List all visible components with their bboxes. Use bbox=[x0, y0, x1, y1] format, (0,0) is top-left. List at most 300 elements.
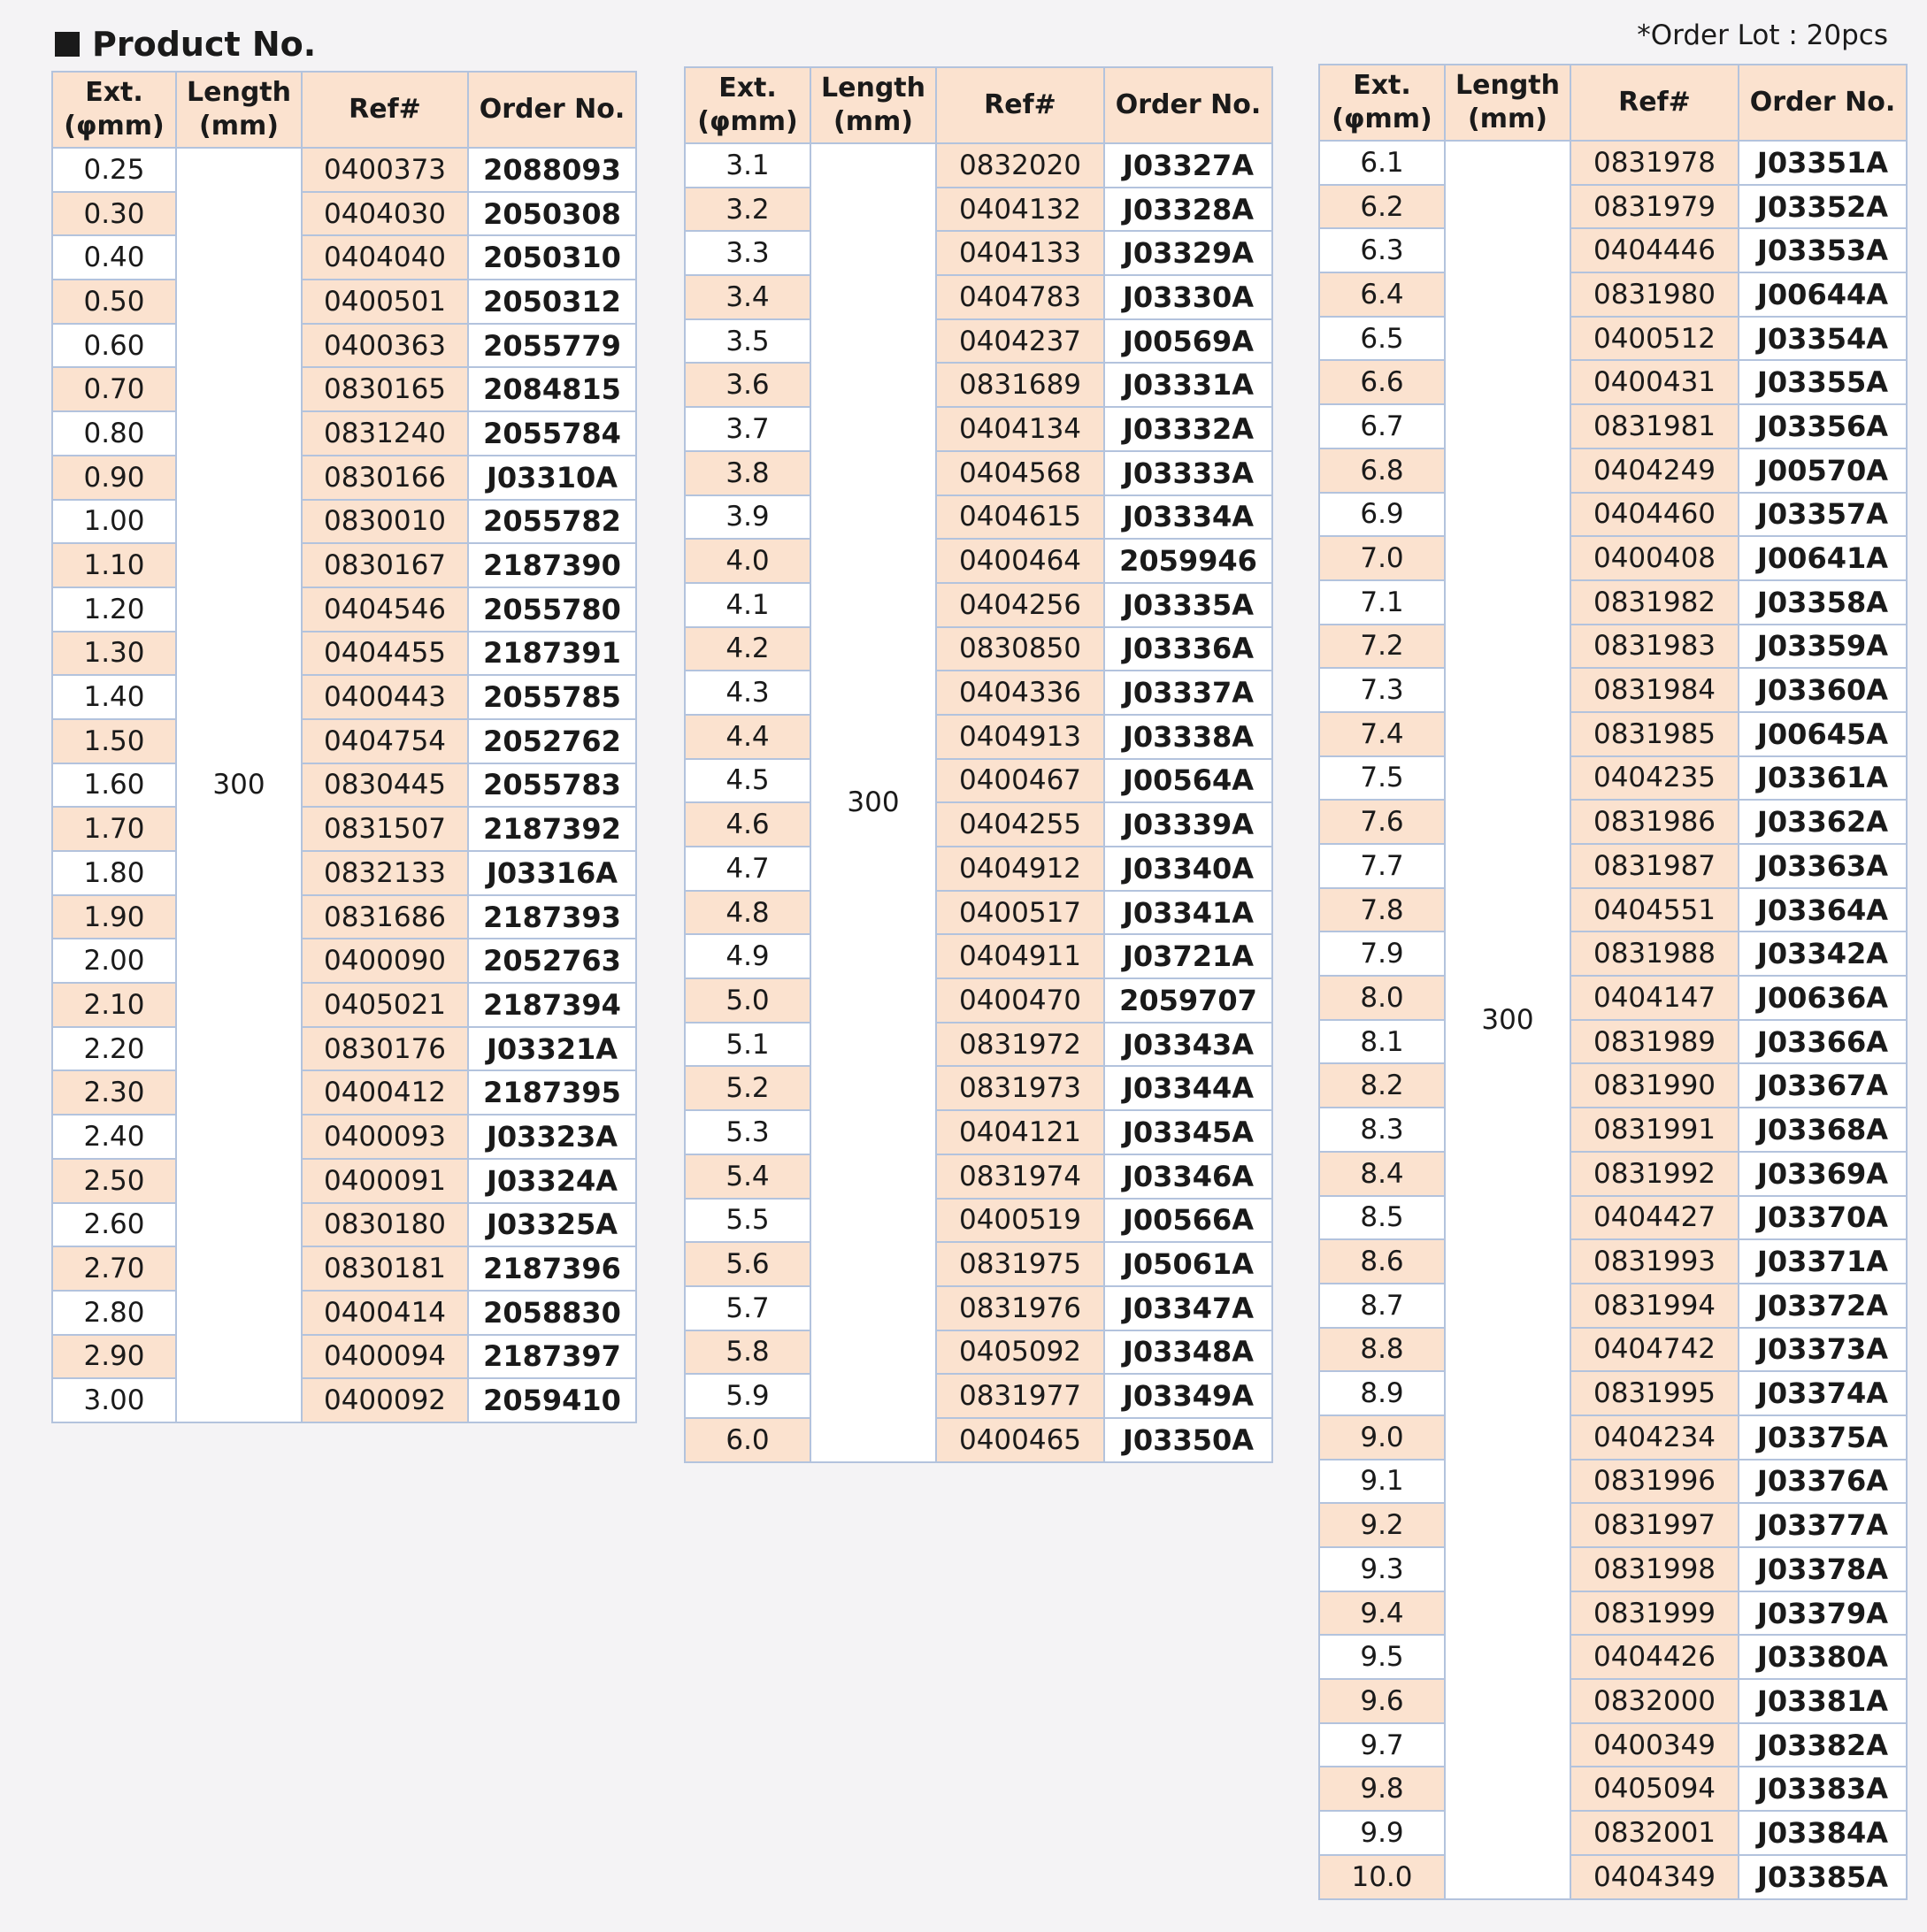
table-row bbox=[685, 363, 1272, 407]
table-row bbox=[52, 1335, 636, 1379]
ext-cell: 0.90 bbox=[52, 456, 176, 500]
ext-cell: 7.4 bbox=[1319, 712, 1445, 756]
ext-cell: 5.0 bbox=[685, 978, 810, 1023]
order-cell: 2050312 bbox=[468, 280, 636, 324]
table-row bbox=[1319, 668, 1907, 712]
ref-cell: 0404913 bbox=[936, 715, 1104, 759]
order-cell: J03336A bbox=[1104, 627, 1272, 671]
ext-cell: 6.1 bbox=[1319, 141, 1445, 185]
ref-cell: 0404132 bbox=[936, 188, 1104, 232]
table-row bbox=[1319, 536, 1907, 580]
ext-cell: 4.0 bbox=[685, 539, 810, 583]
order-cell: J03373A bbox=[1739, 1328, 1907, 1372]
ref-cell: 0831981 bbox=[1570, 404, 1739, 448]
ref-cell: 0831997 bbox=[1570, 1503, 1739, 1547]
ref-cell: 0831983 bbox=[1570, 625, 1739, 669]
ext-cell: 6.2 bbox=[1319, 185, 1445, 229]
order-cell: 2187395 bbox=[468, 1070, 636, 1115]
table-row bbox=[1319, 580, 1907, 625]
order-cell: 2050308 bbox=[468, 192, 636, 236]
ref-cell: 0400093 bbox=[302, 1115, 468, 1159]
order-cell: J03383A bbox=[1739, 1767, 1907, 1811]
table-row bbox=[52, 324, 636, 368]
table-row bbox=[1319, 976, 1907, 1020]
ref-cell: 0830180 bbox=[302, 1203, 468, 1247]
ext-cell: 7.0 bbox=[1319, 536, 1445, 580]
ref-cell: 0404040 bbox=[302, 235, 468, 280]
table-row bbox=[685, 539, 1272, 583]
order-cell: J03357A bbox=[1739, 493, 1907, 537]
ref-cell: 0400443 bbox=[302, 675, 468, 719]
ext-cell: 8.8 bbox=[1319, 1328, 1445, 1372]
ref-cell: 0830181 bbox=[302, 1246, 468, 1291]
table-row bbox=[1319, 800, 1907, 844]
ext-cell: 2.80 bbox=[52, 1291, 176, 1335]
ref-cell: 0831988 bbox=[1570, 932, 1739, 976]
ext-cell: 6.6 bbox=[1319, 360, 1445, 404]
table-row bbox=[1319, 1152, 1907, 1196]
ext-cell: 9.3 bbox=[1319, 1547, 1445, 1591]
order-cell: J03351A bbox=[1739, 141, 1907, 185]
ext-cell: 9.6 bbox=[1319, 1679, 1445, 1723]
table-row bbox=[52, 1115, 636, 1159]
table-row bbox=[1319, 625, 1907, 669]
ref-cell: 0400501 bbox=[302, 280, 468, 324]
ext-cell: 8.4 bbox=[1319, 1152, 1445, 1196]
ext-cell: 10.0 bbox=[1319, 1855, 1445, 1899]
table-row bbox=[685, 407, 1272, 451]
ext-cell: 2.50 bbox=[52, 1159, 176, 1203]
ref-cell: 0831976 bbox=[936, 1286, 1104, 1330]
ref-cell: 0830176 bbox=[302, 1027, 468, 1071]
order-cell: J03358A bbox=[1739, 580, 1907, 625]
ext-cell: 9.7 bbox=[1319, 1723, 1445, 1767]
order-cell: J03352A bbox=[1739, 185, 1907, 229]
order-cell: J03380A bbox=[1739, 1635, 1907, 1679]
ref-cell: 0830166 bbox=[302, 456, 468, 500]
table-row bbox=[685, 1110, 1272, 1154]
order-cell: 2055782 bbox=[468, 500, 636, 544]
ref-cell: 0830850 bbox=[936, 627, 1104, 671]
ext-cell: 2.30 bbox=[52, 1070, 176, 1115]
ref-cell: 0404030 bbox=[302, 192, 468, 236]
ref-cell: 0400363 bbox=[302, 324, 468, 368]
product-table-3 bbox=[1318, 64, 1908, 1900]
ref-cell: 0831686 bbox=[302, 895, 468, 939]
ext-cell: 5.6 bbox=[685, 1242, 810, 1286]
order-cell: J03366A bbox=[1739, 1020, 1907, 1064]
ext-cell: 0.30 bbox=[52, 192, 176, 236]
table-row bbox=[685, 319, 1272, 364]
ref-cell: 0830445 bbox=[302, 763, 468, 808]
ref-cell: 0831980 bbox=[1570, 272, 1739, 317]
table-row bbox=[52, 632, 636, 676]
table-row bbox=[1319, 185, 1907, 229]
table-row bbox=[685, 583, 1272, 627]
order-cell: J03384A bbox=[1739, 1811, 1907, 1855]
ext-cell: 5.2 bbox=[685, 1066, 810, 1110]
order-cell: J03347A bbox=[1104, 1286, 1272, 1330]
order-cell: J03370A bbox=[1739, 1196, 1907, 1240]
order-cell: J03363A bbox=[1739, 844, 1907, 888]
table-row bbox=[52, 763, 636, 808]
ref-cell: 0831999 bbox=[1570, 1591, 1739, 1636]
table-row bbox=[52, 851, 636, 895]
table-row bbox=[1319, 1196, 1907, 1240]
header-row bbox=[52, 72, 636, 148]
ref-cell: 0404237 bbox=[936, 319, 1104, 364]
order-cell: J03374A bbox=[1739, 1371, 1907, 1415]
ext-cell: 4.7 bbox=[685, 847, 810, 891]
order-cell: J00570A bbox=[1739, 448, 1907, 493]
table-row bbox=[1319, 448, 1907, 493]
ref-cell: 0404426 bbox=[1570, 1635, 1739, 1679]
ref-cell: 0405092 bbox=[936, 1330, 1104, 1375]
ref-cell: 0400517 bbox=[936, 891, 1104, 935]
ref-cell: 0831974 bbox=[936, 1154, 1104, 1199]
table-row bbox=[685, 1374, 1272, 1418]
table-row bbox=[685, 671, 1272, 715]
order-cell: J03328A bbox=[1104, 188, 1272, 232]
order-cell: J03327A bbox=[1104, 143, 1272, 188]
ext-cell: 8.5 bbox=[1319, 1196, 1445, 1240]
ref-cell: 0400094 bbox=[302, 1335, 468, 1379]
table-row bbox=[685, 1154, 1272, 1199]
ext-cell: 4.9 bbox=[685, 934, 810, 978]
ext-cell: 2.10 bbox=[52, 983, 176, 1027]
ext-cell: 1.60 bbox=[52, 763, 176, 808]
order-cell: J03341A bbox=[1104, 891, 1272, 935]
page-title bbox=[55, 25, 316, 64]
ext-cell: 8.0 bbox=[1319, 976, 1445, 1020]
table-row bbox=[52, 895, 636, 939]
table-row bbox=[52, 587, 636, 632]
ref-cell: 0404568 bbox=[936, 451, 1104, 495]
ext-cell: 7.8 bbox=[1319, 888, 1445, 932]
ext-cell: 3.1 bbox=[685, 143, 810, 188]
table-row bbox=[52, 500, 636, 544]
order-cell: J03331A bbox=[1104, 363, 1272, 407]
order-cell: J03367A bbox=[1739, 1063, 1907, 1108]
order-cell: J03362A bbox=[1739, 800, 1907, 844]
order-cell: J00569A bbox=[1104, 319, 1272, 364]
table-row bbox=[1319, 1063, 1907, 1108]
ext-cell: 2.70 bbox=[52, 1246, 176, 1291]
ref-cell: 0404783 bbox=[936, 275, 1104, 319]
order-cell: J03344A bbox=[1104, 1066, 1272, 1110]
ext-cell: 4.1 bbox=[685, 583, 810, 627]
table-row bbox=[52, 192, 636, 236]
table-row bbox=[1319, 1328, 1907, 1372]
table-row bbox=[1319, 1635, 1907, 1679]
ext-cell: 4.4 bbox=[685, 715, 810, 759]
table-row bbox=[1319, 1371, 1907, 1415]
order-cell: 2187393 bbox=[468, 895, 636, 939]
ref-cell: 0404615 bbox=[936, 495, 1104, 540]
table-row bbox=[685, 1418, 1272, 1462]
ref-cell: 0404234 bbox=[1570, 1415, 1739, 1460]
length-header: Length (mm) bbox=[176, 72, 302, 148]
ext-cell: 6.9 bbox=[1319, 493, 1445, 537]
order-header: Order No. bbox=[468, 72, 636, 148]
ext-cell: 1.20 bbox=[52, 587, 176, 632]
order-cell: J03381A bbox=[1739, 1679, 1907, 1723]
ref-cell: 0404427 bbox=[1570, 1196, 1739, 1240]
order-cell: 2059707 bbox=[1104, 978, 1272, 1023]
order-cell: J03350A bbox=[1104, 1418, 1272, 1462]
table-row bbox=[52, 367, 636, 411]
table-row bbox=[52, 939, 636, 983]
length-header: Length (mm) bbox=[1445, 65, 1570, 141]
ext-cell: 9.2 bbox=[1319, 1503, 1445, 1547]
table-row bbox=[52, 807, 636, 851]
order-lot-note: *Order Lot : 20pcs bbox=[1637, 19, 1888, 51]
table-row bbox=[52, 1246, 636, 1291]
ref-cell: 0832020 bbox=[936, 143, 1104, 188]
product-table-2 bbox=[684, 66, 1273, 1463]
order-cell: J00645A bbox=[1739, 712, 1907, 756]
ref-cell: 0831985 bbox=[1570, 712, 1739, 756]
table-row bbox=[52, 235, 636, 280]
ref-cell: 0400470 bbox=[936, 978, 1104, 1023]
ref-cell: 0831975 bbox=[936, 1242, 1104, 1286]
ref-cell: 0404551 bbox=[1570, 888, 1739, 932]
ref-cell: 0832001 bbox=[1570, 1811, 1739, 1855]
table-row bbox=[1319, 493, 1907, 537]
order-cell: J03359A bbox=[1739, 625, 1907, 669]
ref-cell: 0404256 bbox=[936, 583, 1104, 627]
ref-header: Ref# bbox=[936, 67, 1104, 143]
table-row bbox=[685, 451, 1272, 495]
ext-cell: 7.6 bbox=[1319, 800, 1445, 844]
ref-cell: 0404133 bbox=[936, 231, 1104, 275]
ext-cell: 7.3 bbox=[1319, 668, 1445, 712]
table-row bbox=[1319, 1723, 1907, 1767]
ext-cell: 9.4 bbox=[1319, 1591, 1445, 1636]
ext-cell: 3.5 bbox=[685, 319, 810, 364]
ref-cell: 0405021 bbox=[302, 983, 468, 1027]
ext-cell: 8.1 bbox=[1319, 1020, 1445, 1064]
table-row bbox=[52, 1070, 636, 1115]
order-cell: J05061A bbox=[1104, 1242, 1272, 1286]
ref-cell: 0831972 bbox=[936, 1023, 1104, 1067]
ref-cell: 0400414 bbox=[302, 1291, 468, 1335]
order-cell: 2088093 bbox=[468, 148, 636, 192]
table-row bbox=[685, 847, 1272, 891]
order-cell: J00564A bbox=[1104, 759, 1272, 803]
ref-cell: 0400092 bbox=[302, 1378, 468, 1422]
ref-cell: 0831998 bbox=[1570, 1547, 1739, 1591]
order-cell: J03343A bbox=[1104, 1023, 1272, 1067]
ext-cell: 1.50 bbox=[52, 719, 176, 763]
ext-cell: 2.40 bbox=[52, 1115, 176, 1159]
ref-cell: 0830010 bbox=[302, 500, 468, 544]
order-cell: J03325A bbox=[468, 1203, 636, 1247]
order-cell: J03349A bbox=[1104, 1374, 1272, 1418]
ext-cell: 5.7 bbox=[685, 1286, 810, 1330]
table-row bbox=[1319, 1811, 1907, 1855]
ref-header: Ref# bbox=[302, 72, 468, 148]
order-cell: 2055780 bbox=[468, 587, 636, 632]
order-cell: J03324A bbox=[468, 1159, 636, 1203]
ref-cell: 0831979 bbox=[1570, 185, 1739, 229]
table-row bbox=[1319, 932, 1907, 976]
ext-cell: 0.40 bbox=[52, 235, 176, 280]
order-cell: J03377A bbox=[1739, 1503, 1907, 1547]
ref-cell: 0832133 bbox=[302, 851, 468, 895]
ext-cell: 3.7 bbox=[685, 407, 810, 451]
ref-cell: 0404121 bbox=[936, 1110, 1104, 1154]
ext-cell: 3.2 bbox=[685, 188, 810, 232]
ext-cell: 3.00 bbox=[52, 1378, 176, 1422]
table-row bbox=[1319, 1108, 1907, 1152]
ext-cell: 9.0 bbox=[1319, 1415, 1445, 1460]
table-row bbox=[685, 934, 1272, 978]
order-cell: 2187390 bbox=[468, 543, 636, 587]
ref-cell: 0400349 bbox=[1570, 1723, 1739, 1767]
ext-cell: 4.2 bbox=[685, 627, 810, 671]
ext-cell: 5.9 bbox=[685, 1374, 810, 1418]
ext-cell: 7.7 bbox=[1319, 844, 1445, 888]
ref-cell: 0831982 bbox=[1570, 580, 1739, 625]
order-cell: J03334A bbox=[1104, 495, 1272, 540]
ref-cell: 0400512 bbox=[1570, 317, 1739, 361]
page-title-text: Product No. bbox=[92, 25, 317, 64]
order-cell: J03378A bbox=[1739, 1547, 1907, 1591]
ext-cell: 7.1 bbox=[1319, 580, 1445, 625]
ref-cell: 0831987 bbox=[1570, 844, 1739, 888]
ext-cell: 3.4 bbox=[685, 275, 810, 319]
ext-cell: 2.00 bbox=[52, 939, 176, 983]
table-row bbox=[52, 543, 636, 587]
ext-cell: 1.40 bbox=[52, 675, 176, 719]
order-cell: J00644A bbox=[1739, 272, 1907, 317]
ext-cell: 1.30 bbox=[52, 632, 176, 676]
table-row bbox=[685, 1199, 1272, 1243]
ext-cell: 0.80 bbox=[52, 411, 176, 456]
order-cell: 2058830 bbox=[468, 1291, 636, 1335]
order-cell: J03332A bbox=[1104, 407, 1272, 451]
order-cell: J03330A bbox=[1104, 275, 1272, 319]
header-row bbox=[1319, 65, 1907, 141]
ref-cell: 0831978 bbox=[1570, 141, 1739, 185]
ext-cell: 5.1 bbox=[685, 1023, 810, 1067]
ext-cell: 9.8 bbox=[1319, 1767, 1445, 1811]
ext-cell: 8.2 bbox=[1319, 1063, 1445, 1108]
ref-cell: 0831977 bbox=[936, 1374, 1104, 1418]
table-row bbox=[52, 1159, 636, 1203]
order-cell: J03369A bbox=[1739, 1152, 1907, 1196]
table-row bbox=[685, 715, 1272, 759]
order-cell: J00641A bbox=[1739, 536, 1907, 580]
ext-cell: 8.6 bbox=[1319, 1239, 1445, 1284]
table-row bbox=[52, 280, 636, 324]
ext-cell: 1.10 bbox=[52, 543, 176, 587]
table-row bbox=[685, 188, 1272, 232]
ref-cell: 0831973 bbox=[936, 1066, 1104, 1110]
order-cell: J03382A bbox=[1739, 1723, 1907, 1767]
ext-cell: 1.00 bbox=[52, 500, 176, 544]
order-cell: J03310A bbox=[468, 456, 636, 500]
ref-cell: 0400465 bbox=[936, 1418, 1104, 1462]
ext-cell: 3.6 bbox=[685, 363, 810, 407]
ref-cell: 0404912 bbox=[936, 847, 1104, 891]
length-cell: 300 bbox=[1445, 141, 1570, 1899]
ext-cell: 2.60 bbox=[52, 1203, 176, 1247]
order-cell: J03368A bbox=[1739, 1108, 1907, 1152]
ref-cell: 0405094 bbox=[1570, 1767, 1739, 1811]
ext-cell: 5.8 bbox=[685, 1330, 810, 1375]
table-row bbox=[52, 1378, 636, 1422]
table-row bbox=[1319, 272, 1907, 317]
table-row bbox=[1319, 888, 1907, 932]
ref-cell: 0400090 bbox=[302, 939, 468, 983]
ref-cell: 0400091 bbox=[302, 1159, 468, 1203]
ext-cell: 4.8 bbox=[685, 891, 810, 935]
ref-cell: 0404911 bbox=[936, 934, 1104, 978]
ref-cell: 0404446 bbox=[1570, 228, 1739, 272]
ext-header: Ext. (φmm) bbox=[52, 72, 176, 148]
ext-cell: 4.5 bbox=[685, 759, 810, 803]
ext-cell: 6.0 bbox=[685, 1418, 810, 1462]
table-row bbox=[685, 1023, 1272, 1067]
length-cell: 300 bbox=[176, 148, 302, 1422]
order-cell: J03385A bbox=[1739, 1855, 1907, 1899]
order-cell: J03346A bbox=[1104, 1154, 1272, 1199]
ref-cell: 0404147 bbox=[1570, 976, 1739, 1020]
order-cell: J03333A bbox=[1104, 451, 1272, 495]
ref-cell: 0831240 bbox=[302, 411, 468, 456]
ref-cell: 0830165 bbox=[302, 367, 468, 411]
table-row bbox=[685, 1286, 1272, 1330]
ext-cell: 5.4 bbox=[685, 1154, 810, 1199]
table-row bbox=[685, 231, 1272, 275]
table-row bbox=[1319, 1547, 1907, 1591]
table-row bbox=[685, 1242, 1272, 1286]
order-cell: 2187394 bbox=[468, 983, 636, 1027]
table-row bbox=[685, 802, 1272, 847]
ext-cell: 3.9 bbox=[685, 495, 810, 540]
table-row bbox=[685, 143, 1272, 188]
order-cell: J03364A bbox=[1739, 888, 1907, 932]
order-cell: J03360A bbox=[1739, 668, 1907, 712]
ref-cell: 0831996 bbox=[1570, 1460, 1739, 1504]
table-row bbox=[1319, 1591, 1907, 1636]
order-cell: J03337A bbox=[1104, 671, 1272, 715]
table-row bbox=[52, 148, 636, 192]
ext-cell: 0.60 bbox=[52, 324, 176, 368]
order-cell: 2059410 bbox=[468, 1378, 636, 1422]
order-cell: J00566A bbox=[1104, 1199, 1272, 1243]
order-cell: J03379A bbox=[1739, 1591, 1907, 1636]
ext-cell: 5.3 bbox=[685, 1110, 810, 1154]
table-row bbox=[685, 627, 1272, 671]
ext-cell: 3.8 bbox=[685, 451, 810, 495]
order-cell: J03329A bbox=[1104, 231, 1272, 275]
ref-cell: 0404134 bbox=[936, 407, 1104, 451]
ext-cell: 8.7 bbox=[1319, 1284, 1445, 1328]
table-row bbox=[1319, 1020, 1907, 1064]
order-cell: J03375A bbox=[1739, 1415, 1907, 1460]
ext-cell: 6.7 bbox=[1319, 404, 1445, 448]
table-row bbox=[1319, 1503, 1907, 1547]
order-cell: J03340A bbox=[1104, 847, 1272, 891]
order-cell: 2059946 bbox=[1104, 539, 1272, 583]
ref-cell: 0404460 bbox=[1570, 493, 1739, 537]
ref-cell: 0400467 bbox=[936, 759, 1104, 803]
order-cell: 2055785 bbox=[468, 675, 636, 719]
order-cell: J03342A bbox=[1739, 932, 1907, 976]
